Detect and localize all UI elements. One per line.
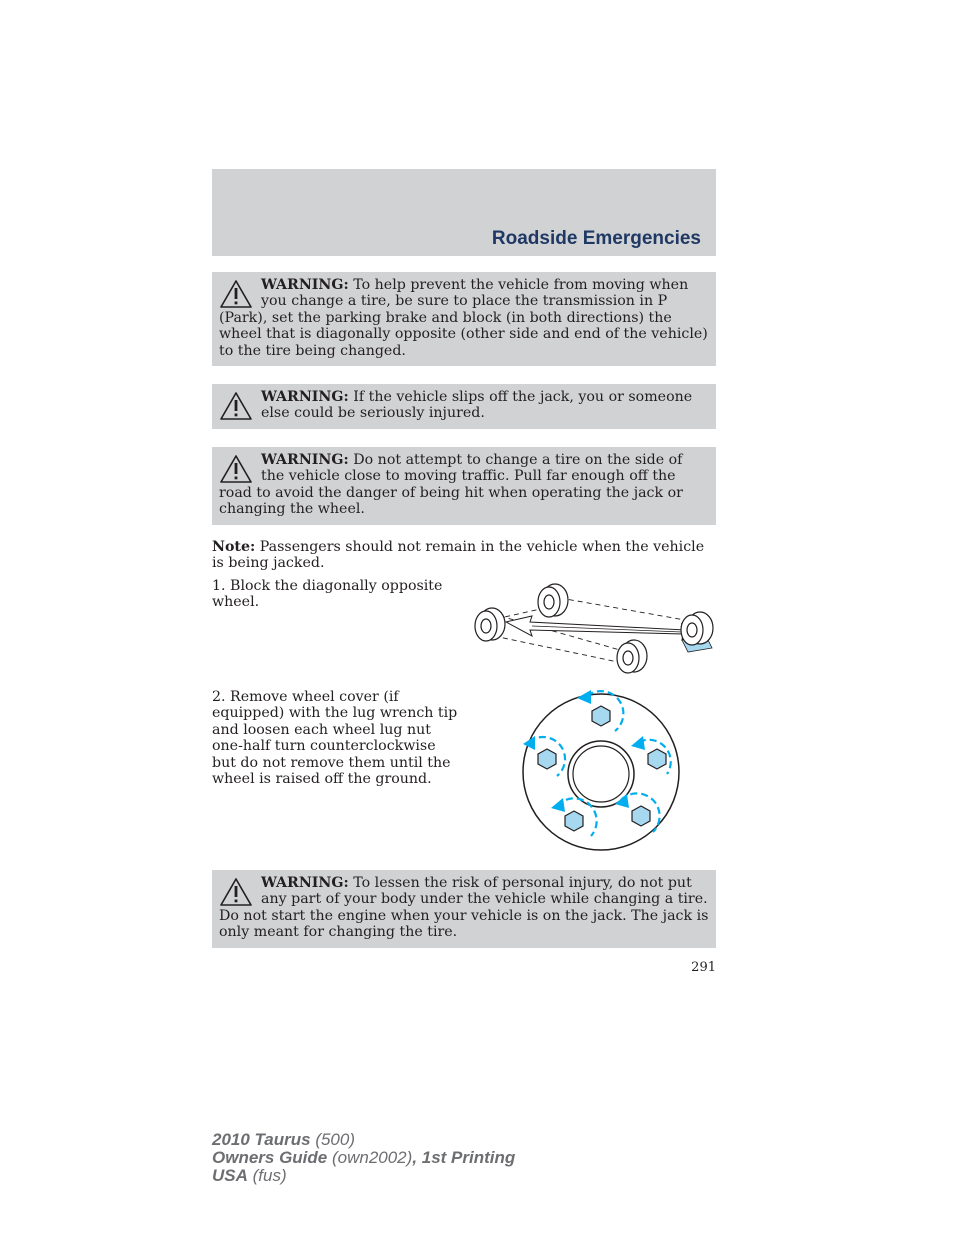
warning-box-traffic bbox=[212, 447, 716, 525]
warning-triangle-icon bbox=[219, 391, 253, 421]
lug-nut bbox=[632, 806, 650, 826]
footer-line-3: USA (fus) bbox=[212, 1166, 287, 1185]
lug-nut bbox=[592, 706, 610, 726]
document-footer bbox=[212, 1131, 515, 1185]
section-title: Roadside Emergencies bbox=[491, 228, 701, 249]
footer-line-2: Owners Guide (own2002), 1st Printing bbox=[212, 1148, 516, 1167]
section-header-band bbox=[212, 169, 716, 256]
warning-text: To lessen the risk of personal injury, do not put any part of your body under the vehicle while changing a tire. Do not start the engine when your vehicle is on the jack. The jack is only meant for changing the tire. bbox=[219, 875, 709, 941]
note-paragraph bbox=[212, 539, 716, 572]
warning-label: WARNING: bbox=[261, 875, 349, 891]
warning-label: WARNING: bbox=[261, 389, 349, 405]
warning-text: Do not attempt to change a tire on the side of the vehicle close to moving traffic. Pull far enough off the road to avoid the danger of being hit when operating the jack or changing the wheel. bbox=[219, 452, 683, 518]
step-2-text: 2. Remove wheel cover (if equipped) with the lug wrench tip and loosen each wheel lug nut one-half turn counterclockwise but do not remove them until the wheel is raised off the ground. bbox=[212, 689, 458, 788]
warning-text: To help prevent the vehicle from moving when you change a tire, be sure to place the transmission in P (Park), set the parking brake and block (in both directions) the wheel that is diagonally opposite (other side and end of the vehicle) to the tire being changed. bbox=[219, 277, 708, 359]
warning-triangle-icon bbox=[219, 279, 253, 309]
warning-label: WARNING: bbox=[261, 452, 349, 468]
page-number: 291 bbox=[691, 960, 716, 975]
warning-box-transmission bbox=[212, 272, 716, 366]
wheel-lug-nuts-diagram bbox=[515, 686, 687, 858]
warning-text: If the vehicle slips off the jack, you or someone else could be seriously injured. bbox=[261, 389, 693, 422]
warning-triangle-icon bbox=[219, 454, 253, 484]
note-text: Passengers should not remain in the vehicle when the vehicle is being jacked. bbox=[212, 539, 705, 572]
warning-triangle-icon bbox=[219, 877, 253, 907]
lug-nut bbox=[565, 811, 583, 831]
step-1-text: 1. Block the diagonally opposite wheel. bbox=[212, 578, 443, 611]
note-label: Note: bbox=[212, 539, 256, 555]
warning-box-body-under-vehicle bbox=[212, 870, 716, 948]
warning-box-jack-slip bbox=[212, 384, 716, 429]
lug-nut bbox=[648, 749, 666, 769]
vehicle-wheels-diagram bbox=[470, 578, 720, 678]
lug-nut bbox=[538, 749, 556, 769]
warning-label: WARNING: bbox=[261, 277, 349, 293]
footer-line-1: 2010 Taurus (500) bbox=[212, 1130, 356, 1149]
